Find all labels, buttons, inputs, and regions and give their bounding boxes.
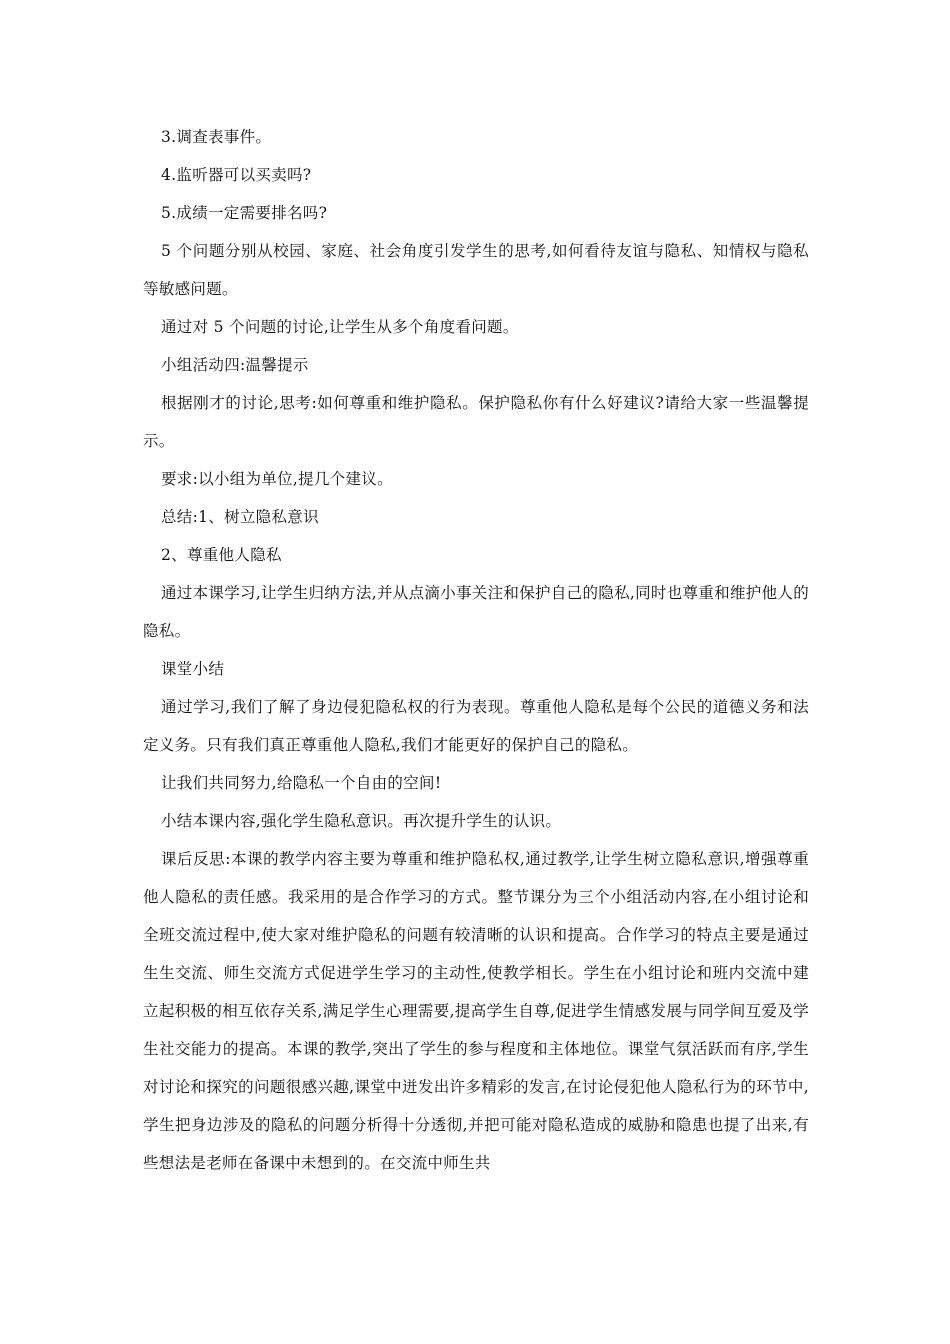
section-heading-class-summary: 课堂小结	[161, 660, 225, 678]
paragraph-five-questions: 5 个问题分别从校园、家庭、社会角度引发学生的思考,如何看待友谊与隐私、知情权与隐私等敏感问题。	[143, 242, 809, 298]
paragraph-method: 通过本课学习,让学生归纳方法,并从点滴小事关注和保护自己的隐私,同时也尊重和维护他人的隐私。	[143, 584, 809, 640]
paragraph-reflection: 课后反思:本课的教学内容主要为尊重和维护隐私权,通过教学,让学生树立隐私意识,增强尊重他人隐私的责任感。我采用的是合作学习的方式。整节课分为三个小组活动内容,在小组讨论和全班交流过程中,使大家对维护隐私的问题有较清晰的认识和提高。合作学习的特点主要是通过生生交流、师生交流方式促进学生学习的主动性,使教学相长。学生在小组讨论和班内交流中建立起积极的相互依存关系,满足学生心理需要,提高学生自尊,促进学生情感发展与同学间互爱及学生社交能力的提高。本课的教学,突出了学生的参与程度和主体地位。课堂气氛活跃而有序,学生对讨论和探究的问题很感兴趣,课堂中迸发出许多精彩的发言,在讨论侵犯他人隐私行为的环节中,学生把身边涉及的隐私的问题分析得十分透彻,并把可能对隐私造成的威胁和隐患也提了出来,有些想法是老师在备课中未想到的。在交流中师生共	[143, 850, 809, 1172]
paragraph-summary-2: 2、尊重他人隐私	[161, 546, 282, 564]
paragraph-discussion: 通过对 5 个问题的讨论,让学生从多个角度看问题。	[161, 318, 519, 336]
document-body	[143, 118, 809, 1182]
paragraph-item-3: 3.调查表事件。	[161, 128, 272, 146]
paragraph-item-5: 5.成绩一定需要排名吗?	[161, 204, 328, 222]
paragraph-class-summary: 通过学习,我们了解了身边侵犯隐私权的行为表现。尊重他人隐私是每个公民的道德义务和法定义务。只有我们真正尊重他人隐私,我们才能更好的保护自己的隐私。	[143, 698, 809, 754]
paragraph-call-to-action: 让我们共同努力,给隐私一个自由的空间!	[161, 774, 442, 792]
paragraph-item-4: 4.监听器可以买卖吗?	[161, 166, 312, 184]
paragraph-requirement: 要求:以小组为单位,提几个建议。	[161, 470, 393, 488]
paragraph-summary-1: 总结:1、树立隐私意识	[161, 508, 319, 526]
paragraph-activity-heading: 小组活动四:温馨提示	[161, 356, 309, 374]
paragraph-activity-prompt: 根据刚才的讨论,思考:如何尊重和维护隐私。保护隐私你有什么好建议?请给大家一些温馨提示。	[143, 394, 809, 450]
paragraph-summary-content: 小结本课内容,强化学生隐私意识。再次提升学生的认识。	[161, 812, 562, 830]
